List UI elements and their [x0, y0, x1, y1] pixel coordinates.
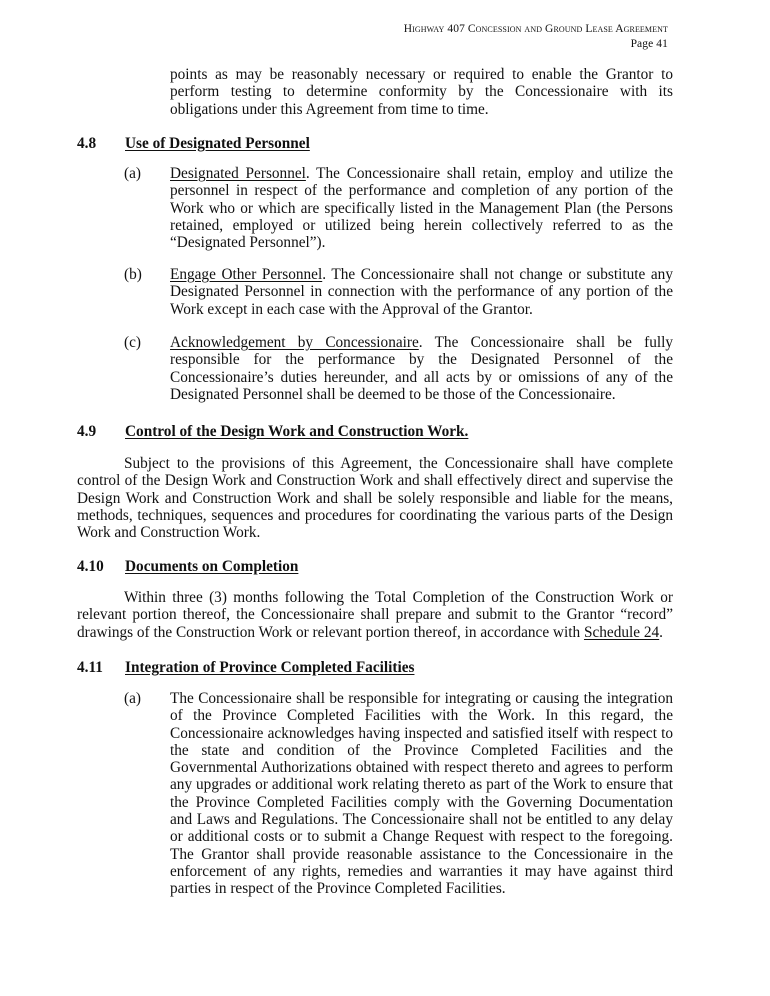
section-number: 4.9 — [77, 423, 97, 440]
clause-label: (a) — [124, 690, 141, 707]
clause-text — [170, 165, 673, 251]
section-number: 4.8 — [77, 135, 97, 152]
clause-label: (c) — [124, 334, 141, 351]
section-title: Use of Designated Personnel — [125, 135, 310, 152]
clause-label: (b) — [124, 266, 142, 283]
section-number: 4.10 — [77, 558, 104, 575]
section-number: 4.11 — [77, 659, 103, 676]
clause-label: (a) — [124, 165, 141, 182]
section-title: Control of the Design Work and Construction Work. — [125, 423, 469, 440]
paragraph-text: Subject to the provisions of this Agreement, the Concessionaire shall have complete control of the Design Work and Construction Work and shall effectively direct and supervise the Design Work and Construction Work and shall be solely responsible and liable for the means, methods, techniques, sequences and procedures for coordinating the various parts of the Design Work and Construction Work. — [77, 455, 673, 542]
clause-caption: Acknowledgement by Concessionaire — [170, 334, 419, 351]
clause-body: . The Concessionaire shall not change or substitute any Designated Personnel in connection with the performance of any portion of the Work except in each case with the Approval of the Grantor. — [170, 266, 673, 318]
section-4-10-body — [77, 589, 673, 641]
continuation-paragraph: points as may be reasonably necessary or required to enable the Grantor to perform testing to determine conformity by the Concessionaire with its obligations under this Agreement from time to time. — [170, 66, 673, 118]
schedule-reference: Schedule 24 — [583, 623, 660, 641]
page-header — [404, 22, 668, 52]
header-page-number: Page 41 — [630, 38, 668, 50]
header-title: Highway 407 Concession and Ground Lease Agreement — [403, 23, 668, 35]
clause-caption: Designated Personnel — [170, 165, 306, 182]
section-title: Integration of Province Completed Facilities — [125, 659, 415, 676]
clause-body: . The Concessionaire shall retain, employ and utilize the personnel in respect of the performance and completion of any portion of the Work who or which are specifically listed in the Management Plan (the Persons retained, employed or utilized being herein collectively referred to as the “Designated Personnel”). — [170, 165, 673, 252]
clause-text — [170, 334, 673, 403]
clause-text — [170, 266, 673, 318]
clause-body: . The Concessionaire shall be fully responsible for the performance by the Designated Personnel of the Concessionaire’s duties hereunder, and all acts by or omissions of any of the Designated Personnel shall be deemed to be those of the Concessionaire. — [170, 334, 673, 403]
paragraph-end: . — [659, 623, 663, 641]
clause-text: The Concessionaire shall be responsible for integrating or causing the integration of the Province Completed Facilities with the Work. In this regard, the Concessionaire acknowledges having inspected and satisfied itself with respect to the state and condition of the Province Completed Facilities and the Governmental Authorizations obtained with respect thereto and agrees to perform any upgrades or additional work relating thereto as part of the Work to ensure that the Province Completed Facilities comply with the Governing Documentation and Laws and Regulations. The Concessionaire shall not be entitled to any delay or additional costs or to submit a Change Request with respect to the foregoing. The Grantor shall provide reasonable assistance to the Concessionaire in the enforcement of any rights, remedies and warranties it may have against third parties in respect of the Province Completed Facilities. — [170, 690, 673, 898]
clause-caption: Engage Other Personnel — [170, 266, 323, 283]
paragraph-text: Within three (3) months following the Total Completion of the Construction Work or relevant portion thereof, the Concessionaire shall prepare and submit to the Grantor “record” drawings of the Construction Work or relevant portion thereof, in accordance with — [77, 589, 673, 641]
section-title: Documents on Completion — [125, 558, 299, 575]
section-4-9-body — [77, 455, 673, 541]
